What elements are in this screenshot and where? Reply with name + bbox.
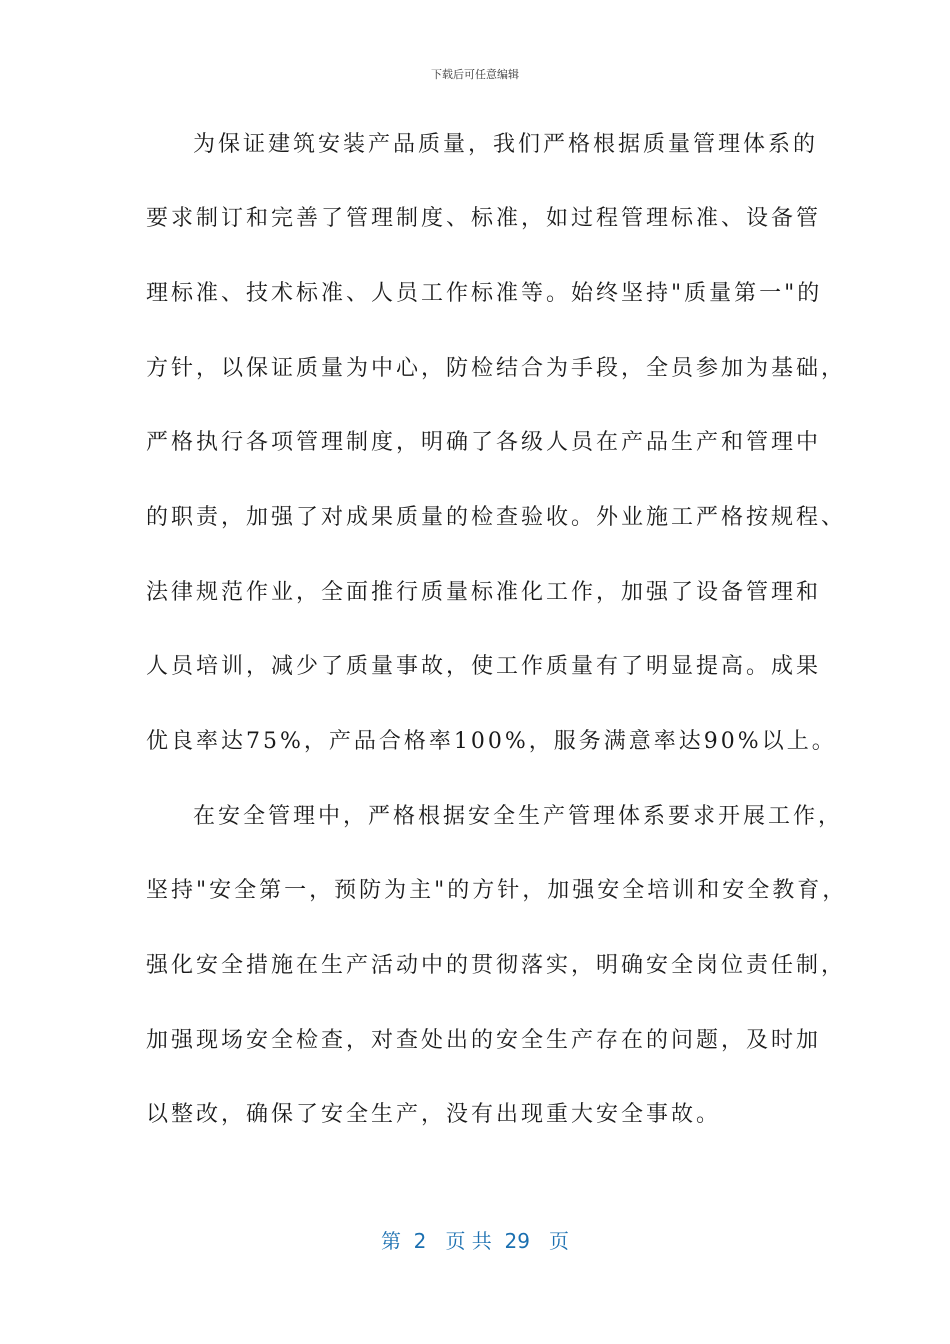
paragraph-line: 方针，以保证质量为中心，防检结合为手段，全员参加为基础，: [146, 356, 847, 381]
paragraph-line: 强化安全措施在生产活动中的贯彻落实，明确安全岗位责任制，: [146, 953, 847, 978]
page-number-footer: 第 2 页 共 29 页: [380, 1229, 570, 1253]
paragraph-line: 以整改，确保了安全生产，没有出现重大安全事故。: [146, 1102, 722, 1127]
paragraph-line: 加强现场安全检查，对查处出的安全生产存在的问题，及时加: [146, 1028, 822, 1053]
paragraph-line: 理标准、技术标准、人员工作标准等。始终坚持"质量第一"的: [146, 281, 823, 306]
paragraph-line: 法律规范作业，全面推行质量标准化工作，加强了设备管理和: [146, 580, 822, 605]
paragraph-line: 为保证建筑安装产品质量，我们严格根据质量管理体系的: [193, 132, 819, 157]
paragraph-line: 要求制订和完善了管理制度、标准，如过程管理标准、设备管: [146, 206, 822, 231]
paragraph-line: 严格执行各项管理制度，明确了各级人员在产品生产和管理中: [146, 430, 822, 455]
paragraph-line: 在安全管理中，严格根据安全生产管理体系要求开展工作，: [193, 804, 844, 829]
paragraph-line: 优良率达75%，产品合格率100%，服务满意率达90%以上。: [146, 729, 837, 754]
paragraph-line: 人员培训，减少了质量事故，使工作质量有了明显提高。成果: [146, 654, 822, 679]
header-note: 下载后可任意编辑: [431, 68, 519, 81]
paragraph-line: 的职责，加强了对成果质量的检查验收。外业施工严格按规程、: [146, 505, 847, 530]
paragraph-line: 坚持"安全第一，预防为主"的方针，加强安全培训和安全教育，: [146, 878, 848, 903]
